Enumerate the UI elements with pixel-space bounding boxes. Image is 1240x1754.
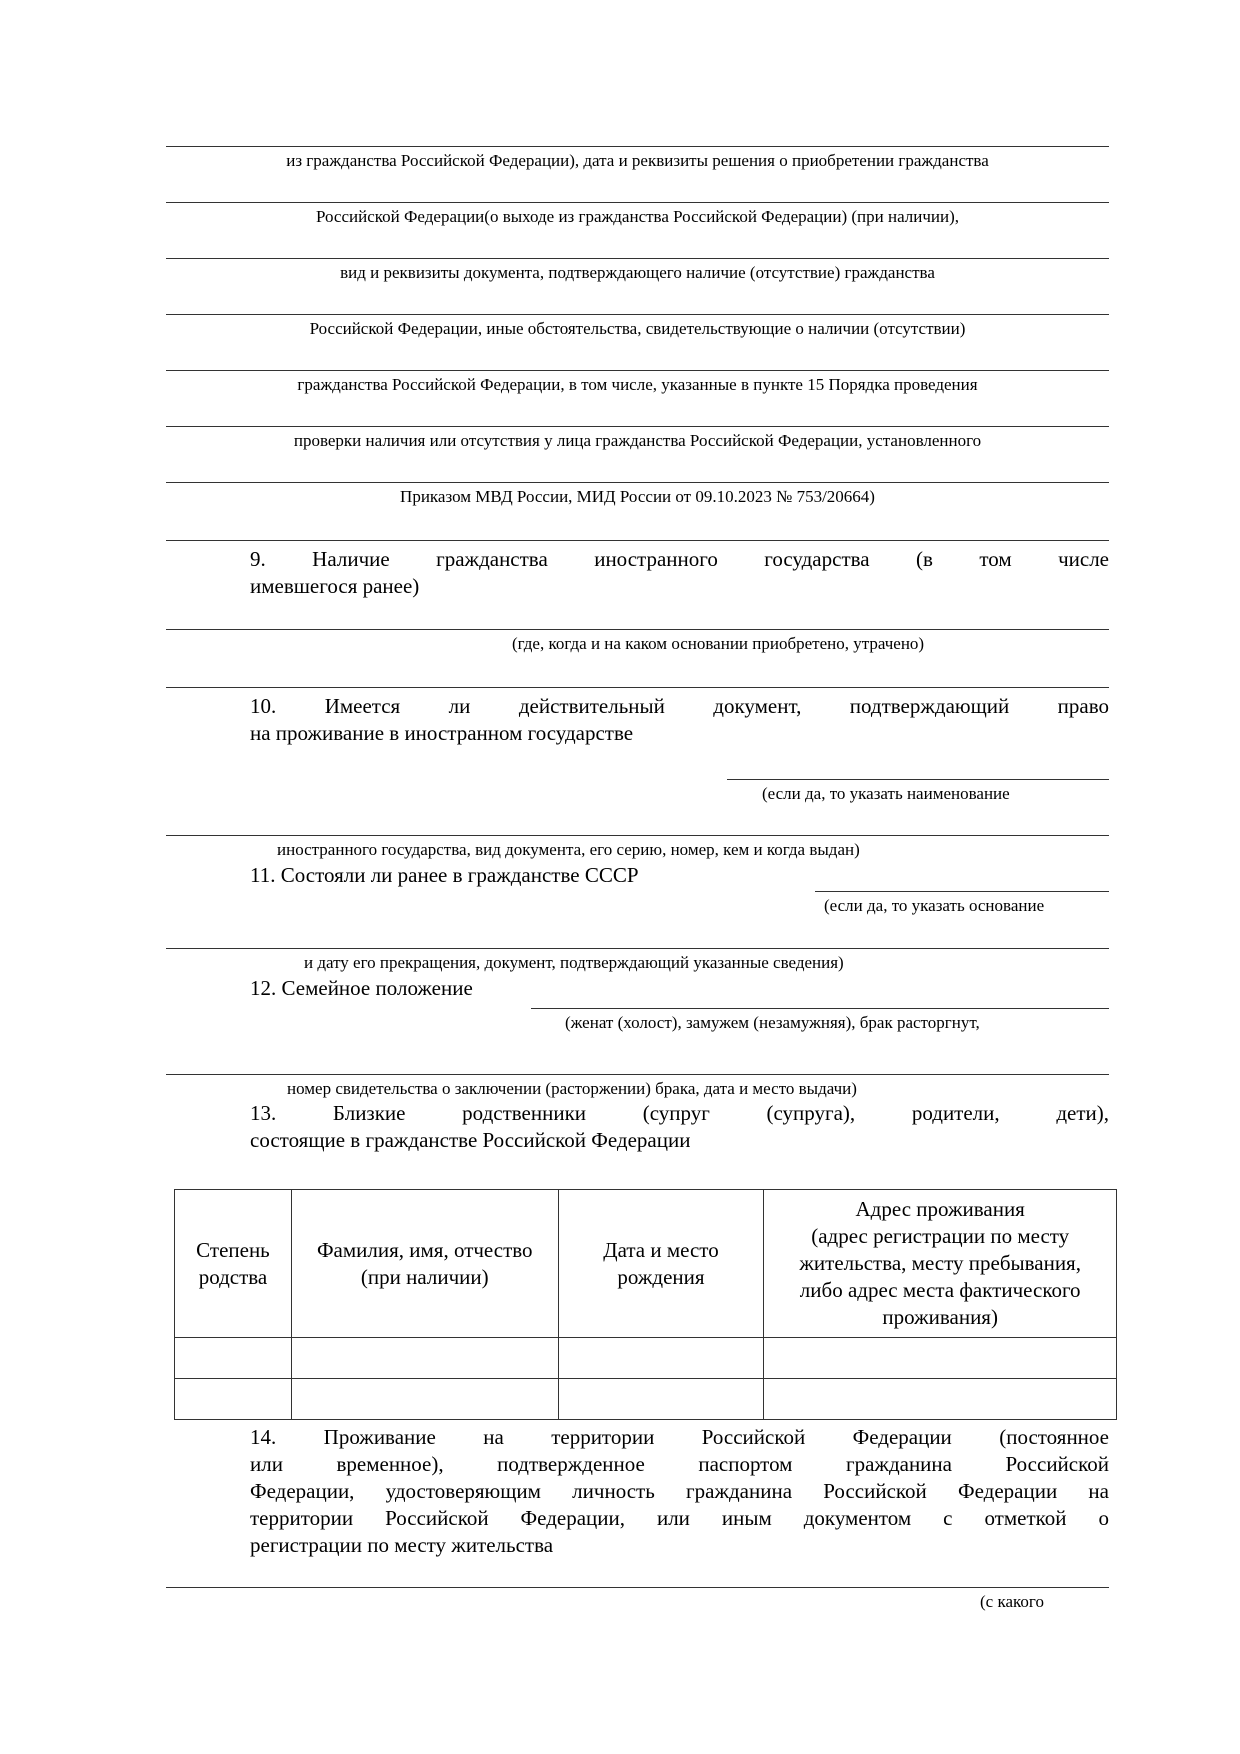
cell-full-name[interactable]	[291, 1338, 558, 1379]
item-10-caption-1: (если да, то указать наименование	[762, 784, 1010, 803]
item-10-line-1: 10. Имеется ли действительный документ, подтверждающий право	[250, 694, 1109, 718]
item-13-line-2: состоящие в гражданстве Российской Федерации	[250, 1128, 691, 1152]
cell-address[interactable]	[764, 1338, 1117, 1379]
item-11-answer-line[interactable]	[815, 891, 1109, 892]
item-14-line-1: 14. Проживание на территории Российской Федерации (постоянное	[250, 1425, 1109, 1449]
item-13-question	[250, 1100, 1109, 1154]
item-11-caption-2: и дату его прекращения, документ, подтверждающий указанные сведения)	[304, 953, 844, 972]
item-14-line-4: территории Российской Федерации, или иным документом с отметкой о	[250, 1506, 1109, 1530]
item-14-question	[250, 1424, 1109, 1559]
item-14-line-5: регистрации по месту жительства	[250, 1533, 554, 1557]
item-9-line-1: 9. Наличие гражданства иностранного государства (в том числе	[250, 547, 1109, 571]
item-11-answer-line-2[interactable]	[166, 948, 1109, 949]
item-12-caption-1: (женат (холост), замужем (незамужняя), брак расторгнут,	[565, 1013, 980, 1032]
item-14-caption: (с какого	[980, 1592, 1044, 1611]
fill-line[interactable]	[166, 314, 1109, 315]
item-12-answer-line-2[interactable]	[166, 1074, 1109, 1075]
cell-relation[interactable]	[175, 1379, 292, 1420]
item-14-line-2: или временное), подтвержденное паспортом гражданина Российской	[250, 1452, 1109, 1476]
field-caption: Российской Федерации, иные обстоятельства, свидетельствующие о наличии (отсутствии)	[309, 319, 966, 338]
fill-line[interactable]	[166, 426, 1109, 427]
field-caption: из гражданства Российской Федерации), дата и реквизиты решения о приобретении гражданства	[286, 151, 989, 170]
item-14-answer-line[interactable]	[166, 1587, 1109, 1588]
item-9-line-2: имевшегося ранее)	[250, 574, 420, 598]
item-10-answer-line[interactable]	[727, 779, 1109, 780]
cell-relation[interactable]	[175, 1338, 292, 1379]
item-10-answer-line-2[interactable]	[166, 835, 1109, 836]
item-12-answer-line[interactable]	[531, 1008, 1109, 1009]
item-11-caption-1: (если да, то указать основание	[824, 896, 1045, 915]
item-14-line-3: Федерации, удостоверяющим личность гражданина Российской Федерации на	[250, 1479, 1109, 1503]
field-caption: проверки наличия или отсутствия у лица гражданства Российской Федерации, установленного	[293, 431, 982, 450]
fill-line[interactable]	[166, 687, 1109, 688]
field-caption: гражданства Российской Федерации, в том числе, указанные в пункте 15 Порядка проведения	[297, 375, 978, 394]
item-10-question	[250, 693, 1109, 747]
item-10-line-2: на проживание в иностранном государстве	[250, 721, 634, 745]
col-header-birth: Дата и место рождения	[558, 1190, 764, 1338]
col-header-relation: Степень родства	[175, 1190, 292, 1338]
item-12-caption-2: номер свидетельства о заключении (расторжении) брака, дата и место выдачи)	[287, 1079, 857, 1098]
cell-full-name[interactable]	[291, 1379, 558, 1420]
item-9-question	[250, 546, 1109, 600]
relatives-table	[174, 1189, 1117, 1420]
fill-line[interactable]	[166, 540, 1109, 541]
col-header-address: Адрес проживания (адрес регистрации по месту жительства, месту пребывания, либо адрес места фактического проживания)	[764, 1190, 1117, 1338]
item-12-question: 12. Семейное положение	[250, 976, 473, 1000]
fill-line[interactable]	[166, 146, 1109, 147]
cell-address[interactable]	[764, 1379, 1117, 1420]
field-caption: вид и реквизиты документа, подтверждающего наличие (отсутствие) гражданства	[340, 263, 935, 282]
item-13-line-1: 13. Близкие родственники (супруг (супруга), родители, дети),	[250, 1101, 1109, 1125]
item-10-caption-2: иностранного государства, вид документа, его серию, номер, кем и когда выдан)	[277, 840, 860, 859]
field-caption: Российской Федерации(о выходе из гражданства Российской Федерации) (при наличии),	[315, 207, 960, 226]
table-row	[175, 1379, 1117, 1420]
fill-line[interactable]	[166, 370, 1109, 371]
cell-birth[interactable]	[558, 1338, 764, 1379]
field-caption: Приказом МВД России, МИД России от 09.10.2023 № 753/20664)	[400, 487, 875, 506]
fill-line[interactable]	[166, 258, 1109, 259]
cell-birth[interactable]	[558, 1379, 764, 1420]
item-9-answer-line[interactable]	[166, 629, 1109, 630]
table-header-row	[175, 1190, 1117, 1338]
item-9-caption: (где, когда и на каком основании приобретено, утрачено)	[512, 634, 925, 653]
col-header-full-name: Фамилия, имя, отчество (при наличии)	[291, 1190, 558, 1338]
table-row	[175, 1338, 1117, 1379]
item-11-question: 11. Состояли ли ранее в гражданстве СССР	[250, 863, 639, 887]
fill-line[interactable]	[166, 202, 1109, 203]
fill-line[interactable]	[166, 482, 1109, 483]
